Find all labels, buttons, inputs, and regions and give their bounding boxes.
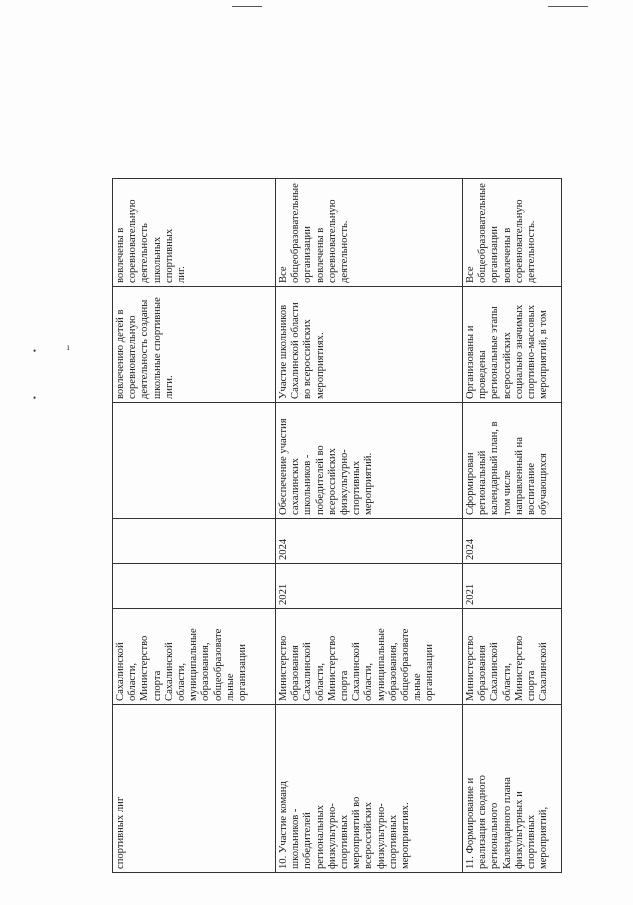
start-year-cell: 2021 — [463, 564, 562, 609]
start-year-cell: 2021 — [276, 564, 463, 609]
effect-cell: вовлечены в соревновательную деятельность школьных спортивных лиг. — [113, 179, 276, 287]
indicator-cell: Сформирован региональный календарный план, в том числе направленный на воспитание обучающихся — [463, 403, 562, 519]
event-cell: 11. Формирование и реализация сводного регионального Календарного плана физкультурных и спортивных мероприятий, — [463, 705, 562, 873]
end-year-cell — [113, 519, 276, 564]
table-row — [113, 179, 276, 873]
table-row — [276, 179, 463, 873]
scan-dash — [548, 6, 588, 7]
event-cell: спортивных лиг — [113, 705, 276, 873]
end-year-cell: 2024 — [276, 519, 463, 564]
end-year-cell: 2024 — [463, 519, 562, 564]
effect-cell: Все общеобразовательные организации вовлечены в соревновательную деятельность. — [276, 179, 463, 287]
scan-dash — [232, 6, 262, 7]
indicator-cell — [113, 403, 276, 519]
result-cell: Участие школьников Сахалинской области во всероссийских мероприятиях. — [276, 287, 463, 403]
executors-cell: Министерство образования Сахалинской области, Министерство спорта Сахалинской — [463, 609, 562, 705]
executors-cell: Сахалинской области, Министерство спорта Сахалинской области, муниципальные образования, общеобразовате льные организации — [113, 609, 276, 705]
result-cell: Организованы и проведены региональные этапы всероссийских социально значимых спортивно-массовых мероприятий, в том — [463, 287, 562, 403]
start-year-cell — [113, 564, 276, 609]
scan-dot: • — [33, 346, 37, 356]
executors-cell: Министерство образования Сахалинской области, Министерство спорта Сахалинской области, муниципальные образования, общеобразовате льные организации — [276, 609, 463, 705]
effect-cell: Все общеобразовательные организации вовлечены в соревновательную деятельность. — [463, 179, 562, 287]
table-row — [463, 179, 562, 873]
scan-dot: • — [33, 393, 37, 403]
plan-table — [112, 178, 562, 873]
rotated-table-container — [112, 179, 561, 873]
scan-tick: ı — [67, 342, 70, 352]
event-cell: 10. Участие команд школьников - победителей региональных физкультурно- спортивных мероприятий во всероссийских физкультурно- спортивных мероприятиях. — [276, 705, 463, 873]
indicator-cell: Обеспечение участия сахалинских школьников - победителей во всероссийских физкультурно- спортивных мероприятий. — [276, 403, 463, 519]
result-cell: вовлечению детей в соревновательную деятельность созданы школьные спортивные лиги. — [113, 287, 276, 403]
